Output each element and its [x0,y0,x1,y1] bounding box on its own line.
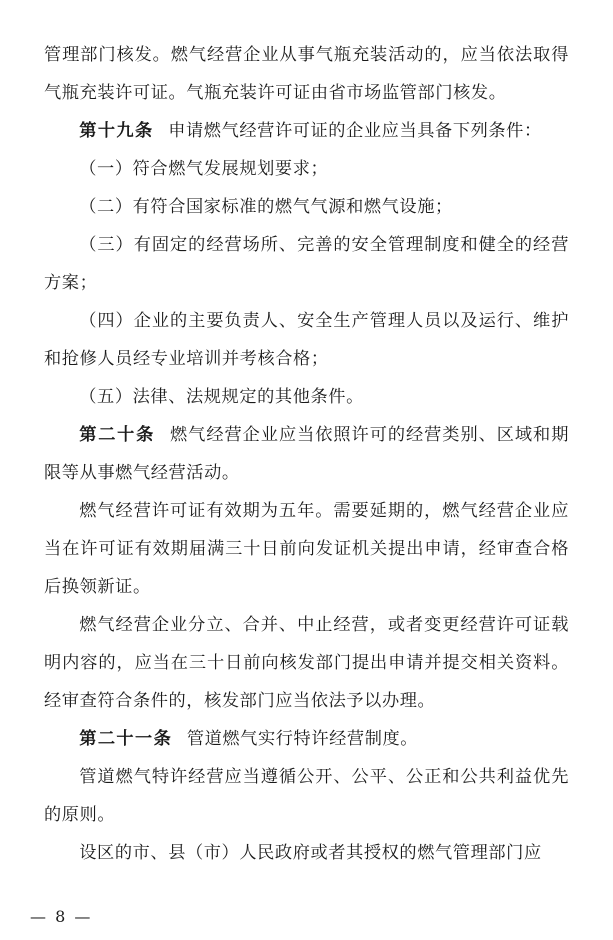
paragraph-text: 燃气经营许可证有效期为五年。需要延期的，燃气经营企业应当在许可证有效期届满三十日前向发证机关提出申请，经审查合格后换领新证。 [44,501,569,597]
paragraph-article-21-p3 [44,834,569,872]
paragraph-text: （五）法律、法规规定的其他条件。 [79,387,364,407]
paragraph-text: 管道燃气特许经营应当遵循公开、公平、公正和公共利益优先的原则。 [44,767,569,825]
paragraph-text: 燃气经营企业应当依照许可的经营类别、区域和期限等从事燃气经营活动。 [44,425,569,483]
paragraph-text: 管理部门核发。燃气经营企业从事气瓶充装活动的，应当依法取得气瓶充装许可证。气瓶充装许可证由省市场监管部门核发。 [44,45,569,103]
article-number-label: 第二十一条 [79,729,173,749]
article-number-label: 第二十条 [79,425,156,445]
paragraph-article-19-item-2 [44,188,569,226]
paragraph-continuation [44,36,569,112]
paragraph-text: 管道燃气实行特许经营制度。 [186,729,419,749]
paragraph-article-20-p3 [44,606,569,720]
paragraph-text: 燃气经营企业分立、合并、中止经营，或者变更经营许可证载明内容的，应当在三十日前向核发部门提出申请并提交相关资料。经审查符合条件的，核发部门应当依法予以办理。 [44,615,569,711]
paragraph-article-21 [44,720,569,758]
article-number-label: 第十九条 [79,121,154,141]
paragraph-article-20-p2 [44,492,569,606]
paragraph-article-20 [44,416,569,492]
page-number: — 8 — [30,907,93,926]
paragraph-article-19-item-5 [44,378,569,416]
paragraph-text: （二）有符合国家标准的燃气气源和燃气设施； [79,197,453,217]
paragraph-article-19-item-1 [44,150,569,188]
paragraph-article-19-item-3 [44,226,569,302]
paragraph-text: （三）有固定的经营场所、完善的安全管理制度和健全的经营方案； [44,235,569,293]
paragraph-article-21-p2 [44,758,569,834]
paragraph-article-19-item-4 [44,302,569,378]
paragraph-article-19 [44,112,569,150]
paragraph-text: 申请燃气经营许可证的企业应当具备下列条件： [168,121,542,141]
paragraph-text: （一）符合燃气发展规划要求； [79,159,329,179]
paragraph-text: （四）企业的主要负责人、安全生产管理人员以及运行、维护和抢修人员经专业培训并考核合格； [44,311,569,369]
paragraph-text: 设区的市、县（市）人民政府或者其授权的燃气管理部门应 [79,843,542,863]
